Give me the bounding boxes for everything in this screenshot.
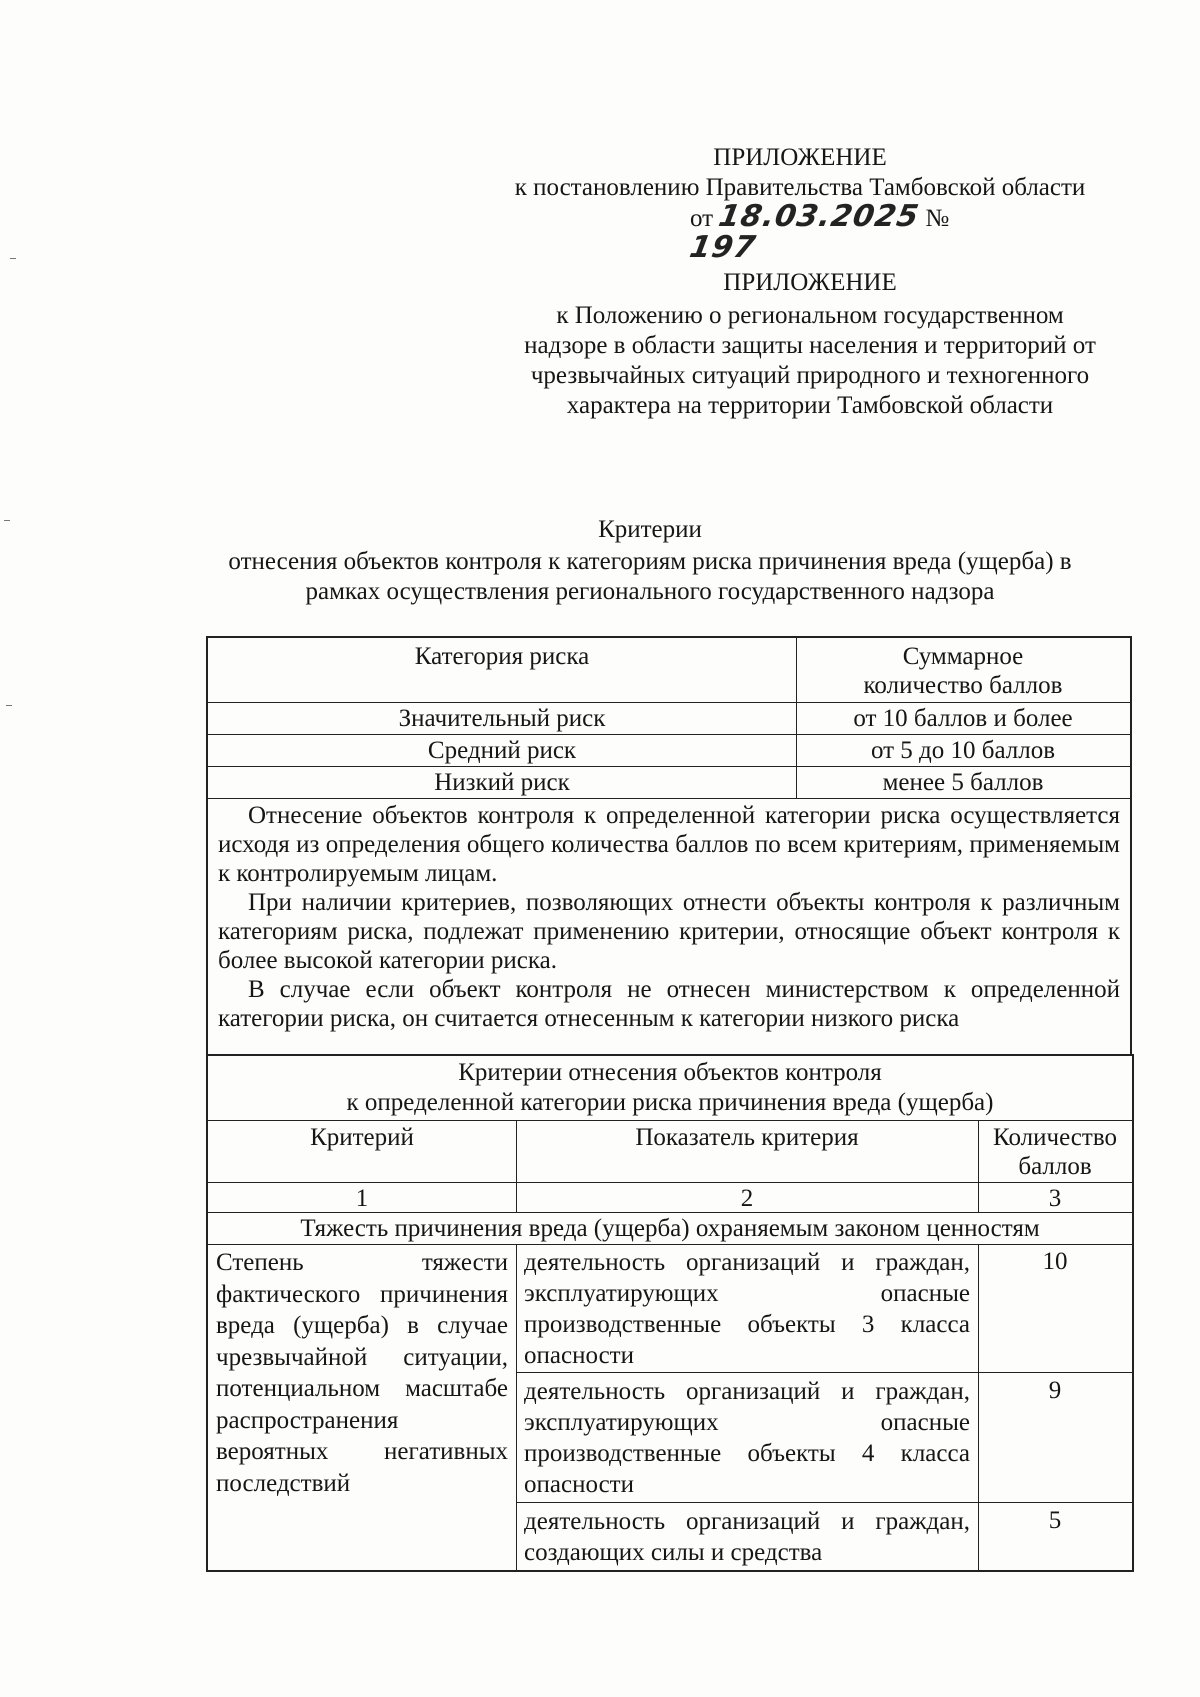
risk-category-cell: Значительный риск <box>398 705 606 732</box>
resolution-line: к постановлению Правительства Тамбовской области <box>514 174 1086 201</box>
criteria-table-heading: к определенной категории риска причинения вреда (ущерба) <box>346 1089 994 1116</box>
appendix-heading: ПРИЛОЖЕНИЕ <box>713 144 887 171</box>
sub-appendix-heading: ПРИЛОЖЕНИЕ <box>723 269 897 296</box>
note-paragraph: При наличии критериев, позволяющих отнести объекты контроля к различным категориям риска, подлежат применению критерии, относящие объект контроля к более высокой категории риска. <box>218 889 1120 974</box>
document-subtitle-line: рамках осуществления регионального государственного надзора <box>305 578 995 605</box>
note-paragraph: Отнесение объектов контроля к определенной категории риска осуществляется исходя из определения общего количества баллов по всем критериям, применяемым к контролируемым лицам. <box>218 802 1120 887</box>
risk-category-table <box>206 636 1132 1056</box>
column-header-criterion: Критерий <box>310 1124 414 1151</box>
risk-category-cell: Средний риск <box>427 737 577 764</box>
note-paragraph: В случае если объект контроля не отнесен министерством к определенной категории риска, он считается отнесенным к категории низкого риска <box>218 976 1120 1032</box>
sub-appendix-line: к Положению о региональном государственном <box>556 302 1064 329</box>
points-cell: 10 <box>1042 1248 1068 1275</box>
scan-mark <box>10 258 16 259</box>
points-cell: 9 <box>1048 1377 1062 1404</box>
risk-category-cell: Низкий риск <box>434 769 570 796</box>
indicator-cell: деятельность организаций и граждан, эксплуатирующих опасные производственные объекты 3 класса опасности <box>524 1249 970 1369</box>
document-title: Критерии <box>598 516 702 543</box>
scan-mark <box>4 520 10 521</box>
indicator-cell: деятельность организаций и граждан, эксплуатирующих опасные производственные объекты 4 класса опасности <box>524 1378 970 1498</box>
sub-appendix-line: чрезвычайных ситуаций природного и техногенного <box>530 362 1090 389</box>
indicator-cell: деятельность организаций и граждан, создающих силы и средства <box>524 1508 970 1566</box>
scan-mark <box>6 705 12 706</box>
risk-points-cell: от 10 баллов и более <box>853 705 1073 732</box>
column-number: 2 <box>740 1185 754 1212</box>
date-prefix: от <box>690 205 714 232</box>
risk-table-note <box>218 801 1120 1033</box>
number-sign: № <box>925 205 950 232</box>
column-number: 1 <box>355 1185 369 1212</box>
criteria-table-heading: Критерии отнесения объектов контроля <box>458 1059 882 1086</box>
points-cell: 5 <box>1048 1507 1062 1534</box>
sub-appendix-line: надзоре в области защиты населения и территорий от <box>524 332 1096 359</box>
handwritten-date: 18.03.2025 <box>716 199 923 234</box>
criterion-cell: Степень тяжести фактического причинения вреда (ущерба) в случае чрезвычайной ситуации, потенциальном масштабе распространения вероятных негативных последствий <box>216 1249 508 1497</box>
column-header-total-points: Суммарное количество баллов <box>863 643 1063 699</box>
column-number: 3 <box>1048 1185 1062 1212</box>
section-title: Тяжесть причинения вреда (ущерба) охраняемым законом ценностям <box>300 1215 1040 1242</box>
criteria-table <box>206 1054 1134 1572</box>
handwritten-number: 197 <box>686 230 759 265</box>
column-header-indicator: Показатель критерия <box>635 1124 859 1151</box>
risk-points-cell: от 5 до 10 баллов <box>870 737 1056 764</box>
column-header-risk-category: Категория риска <box>414 643 590 670</box>
document-subtitle-line: отнесения объектов контроля к категориям риска причинения вреда (ущерба) в <box>228 548 1072 575</box>
column-header-points: Количество баллов <box>993 1124 1117 1180</box>
risk-points-cell: менее 5 баллов <box>882 769 1044 796</box>
sub-appendix-line: характера на территории Тамбовской области <box>566 392 1054 419</box>
resolution-date-line <box>686 199 1010 265</box>
